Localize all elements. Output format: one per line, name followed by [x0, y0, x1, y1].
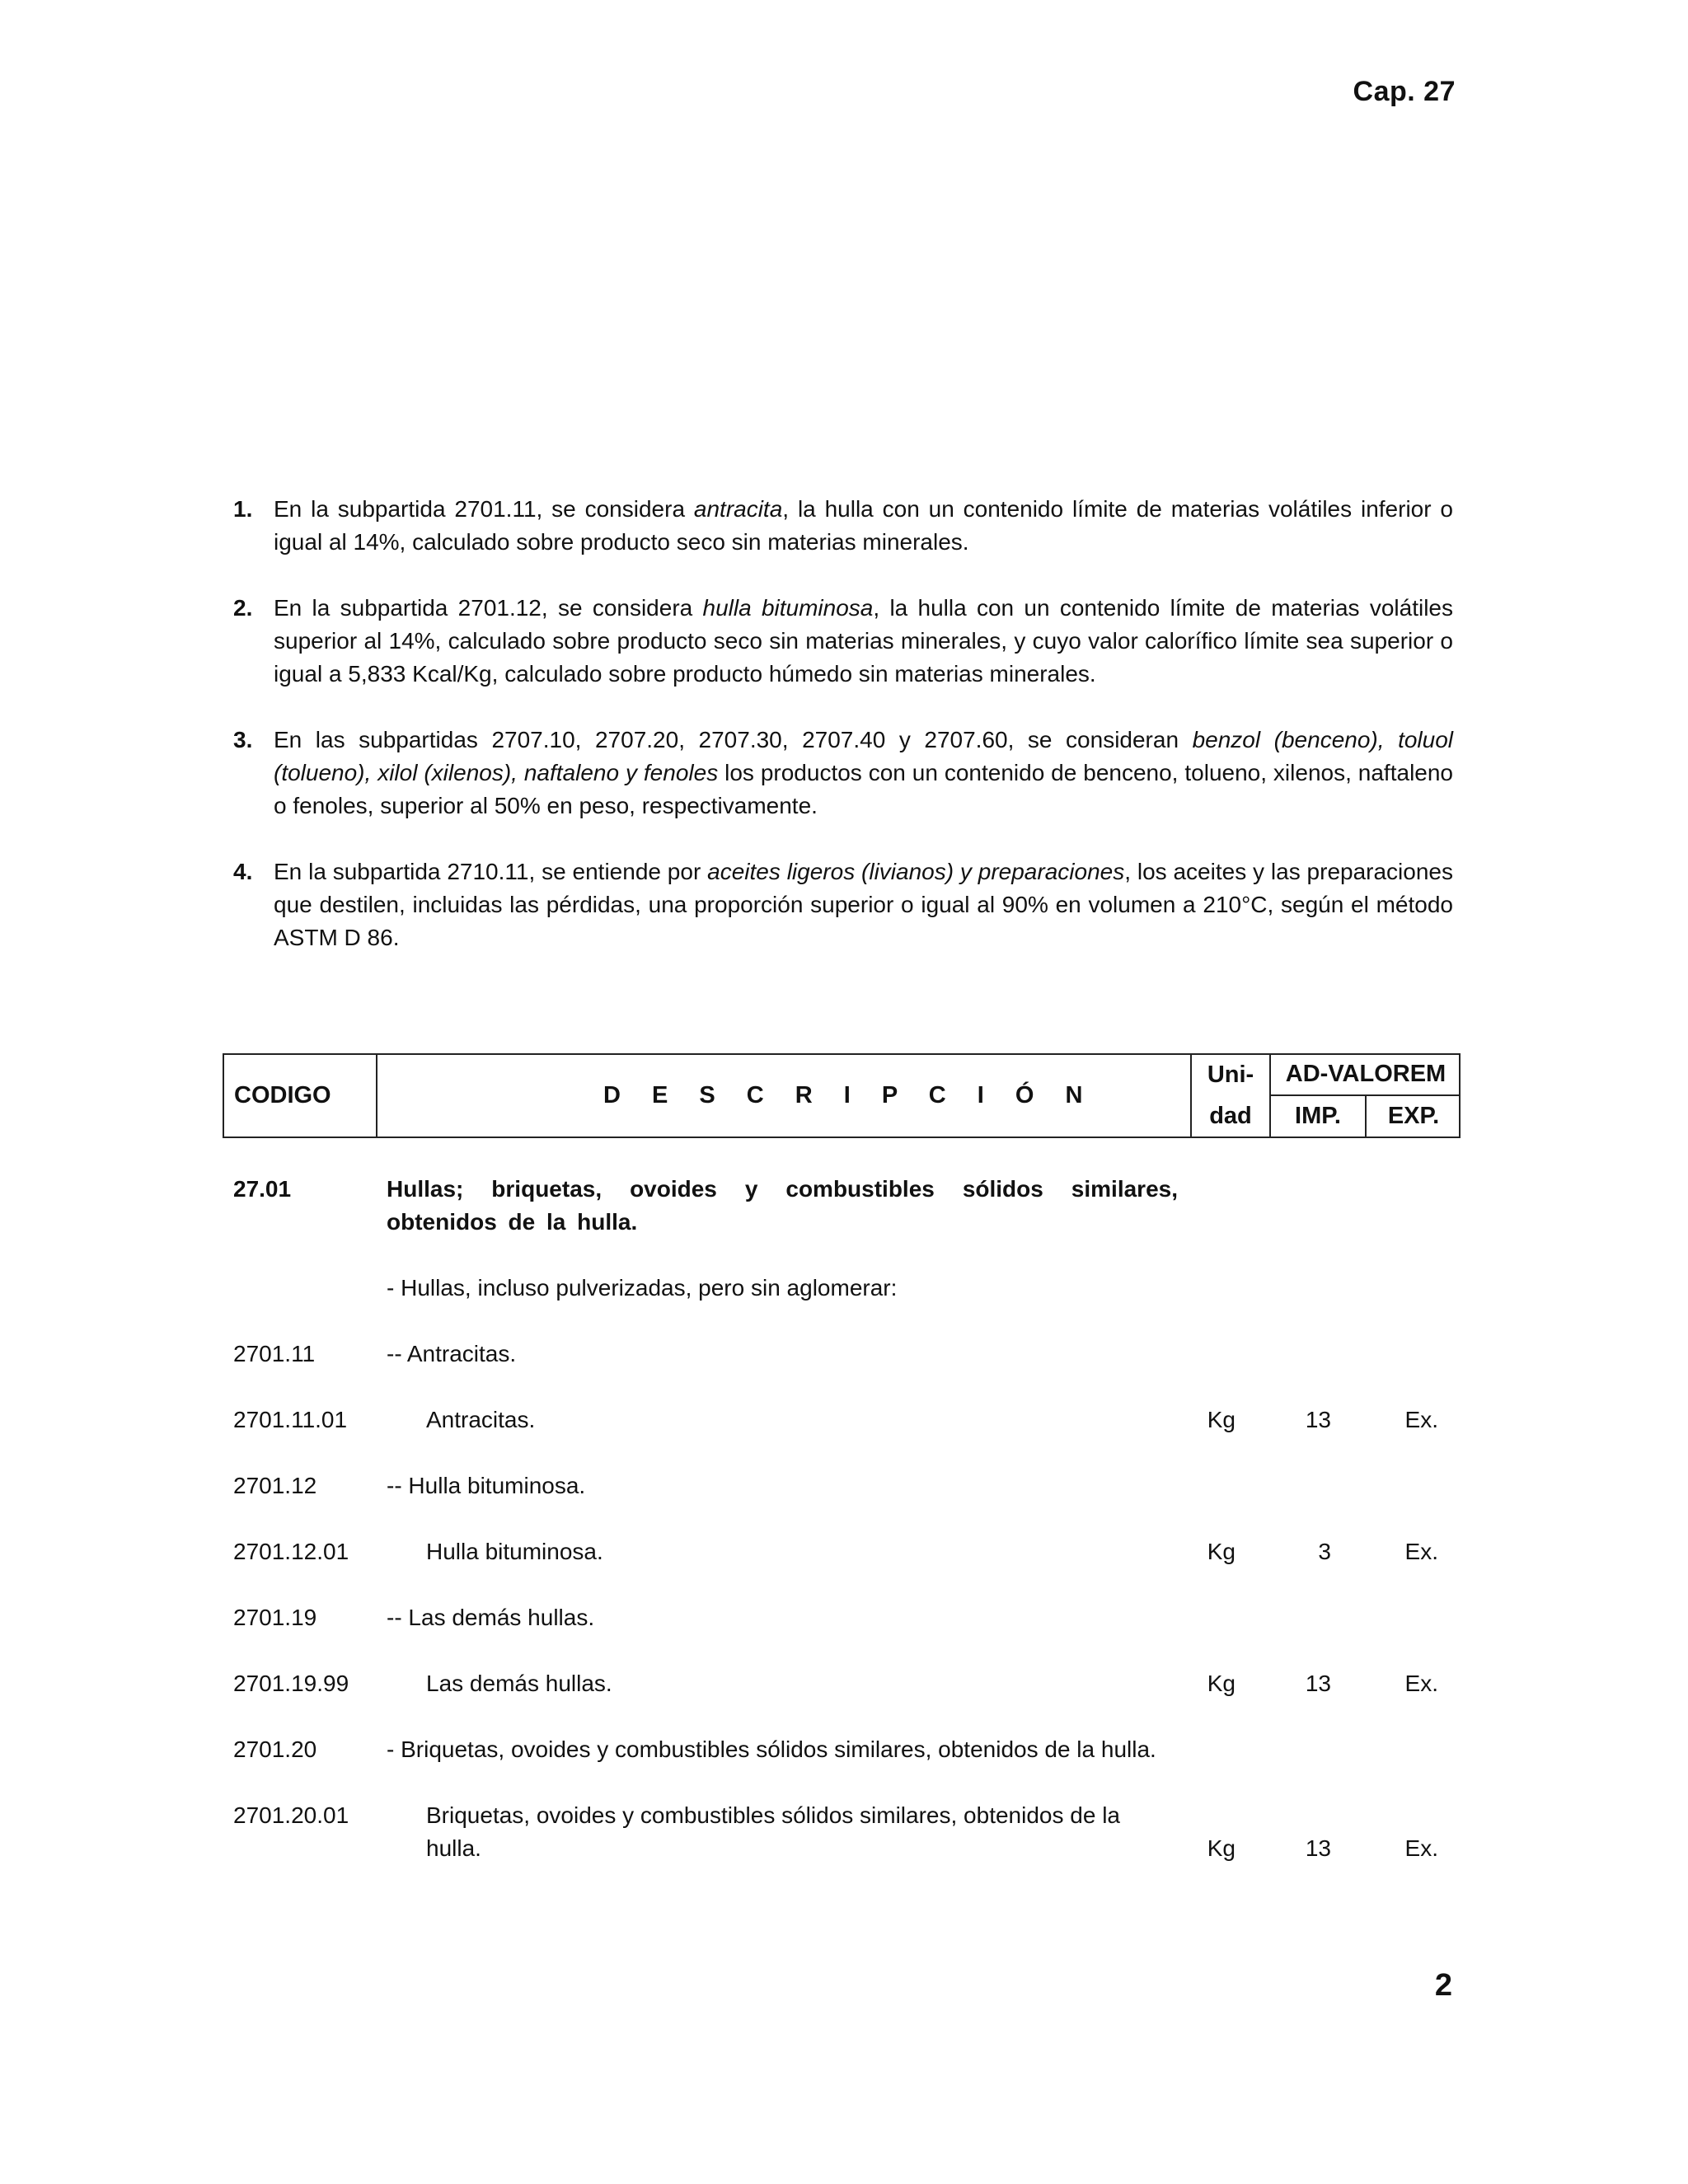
- row-unit: Kg: [1207, 1539, 1236, 1564]
- table-row: [233, 1469, 1453, 1502]
- table-row: [233, 1338, 1453, 1371]
- page-number: 2: [1434, 1968, 1452, 2003]
- header-exp: EXP.: [1365, 1096, 1461, 1137]
- row-description: Hulla bituminosa.: [426, 1539, 603, 1564]
- table-row: [233, 1535, 1453, 1568]
- header-code: CODIGO: [224, 1055, 377, 1137]
- row-code: 2701.11: [233, 1341, 316, 1366]
- note-3: [233, 724, 1453, 823]
- row-imp: 13: [1305, 1835, 1331, 1861]
- row-description: Antracitas.: [426, 1407, 536, 1432]
- row-exp: Ex.: [1404, 1407, 1438, 1432]
- row-code: 2701.19.99: [233, 1671, 349, 1696]
- row-code: 2701.20: [233, 1736, 317, 1762]
- row-description: -- Hulla bituminosa.: [387, 1473, 586, 1498]
- header-imp: IMP.: [1269, 1096, 1365, 1137]
- note-number: 2.: [233, 595, 253, 621]
- row-description: - Briquetas, ovoides y combustibles sólidos similares, obtenidos de la hulla.: [387, 1736, 1156, 1762]
- note-text: En las subpartidas 2707.10, 2707.20, 2707.30, 2707.40 y 2707.60, se consideran benzol (benceno), toluol (tolueno), xilol (xilenos), naftaleno y fenoles los productos con un contenido de benceno, tolueno, xilenos, naftaleno o fenoles, superior al 50% en peso, respectivamente.: [274, 727, 1454, 818]
- note-number: 1.: [233, 496, 253, 522]
- header-advalorem: AD-VALOREM: [1269, 1055, 1461, 1096]
- row-unit: Kg: [1207, 1671, 1236, 1696]
- row-imp: 3: [1318, 1539, 1331, 1564]
- table-row: [233, 1272, 1453, 1305]
- table-row: [233, 1404, 1453, 1436]
- table-row: [233, 1733, 1453, 1766]
- row-imp: 13: [1305, 1671, 1331, 1696]
- row-description: -- Las demás hullas.: [387, 1605, 595, 1630]
- table-row: [233, 1667, 1453, 1700]
- chapter-notes: [233, 493, 1453, 987]
- table-row: [233, 1799, 1453, 1865]
- note-4: [233, 855, 1453, 954]
- chapter-label: Cap. 27: [1353, 76, 1456, 107]
- row-description: Hullas; briquetas, ovoides y combustibles sólidos similares, obtenidos de la hulla.: [387, 1176, 1178, 1235]
- header-unit-top: Uni-: [1190, 1055, 1269, 1096]
- row-code: [233, 1272, 387, 1305]
- note-text: En la subpartida 2701.11, se considera antracita, la hulla con un contenido límite de materias volátiles inferior o igual al 14%, calculado sobre producto seco sin materias minerales.: [274, 496, 1453, 555]
- header-description: D E S C R I P C I Ó N: [603, 1082, 1095, 1108]
- table-row: [233, 1601, 1453, 1634]
- note-1: [233, 493, 1453, 559]
- header-unit-bottom: dad: [1190, 1096, 1269, 1137]
- row-code: 2701.11.01: [233, 1407, 348, 1432]
- row-code: 2701.20.01: [233, 1802, 349, 1828]
- row-unit: Kg: [1207, 1835, 1236, 1861]
- tariff-table-header: [223, 1053, 1461, 1138]
- row-code: 27.01: [233, 1176, 292, 1202]
- row-unit: Kg: [1207, 1407, 1236, 1432]
- note-number: 4.: [233, 859, 253, 884]
- row-imp: 13: [1305, 1407, 1331, 1432]
- row-code: 2701.12.01: [233, 1539, 349, 1564]
- row-exp: Ex.: [1404, 1671, 1438, 1696]
- row-code: 2701.12: [233, 1473, 317, 1498]
- note-2: [233, 592, 1453, 691]
- note-text: En la subpartida 2701.12, se considera hulla bituminosa, la hulla con un contenido límite de materias volátiles superior al 14%, calculado sobre producto seco sin materias minerales, y cuyo valor calorífico límite sea superior o igual a 5,833 Kcal/Kg, calculado sobre producto húmedo sin materias minerales.: [274, 595, 1454, 687]
- tariff-rows: [233, 1173, 1453, 1898]
- row-description: - Hullas, incluso pulverizadas, pero sin aglomerar:: [387, 1275, 898, 1301]
- note-number: 3.: [233, 727, 253, 752]
- row-description: -- Antracitas.: [387, 1341, 517, 1366]
- row-exp: Ex.: [1404, 1539, 1438, 1564]
- row-description: Briquetas, ovoides y combustibles sólidos similares, obtenidos de la hulla.: [426, 1802, 1120, 1861]
- row-code: 2701.19: [233, 1605, 317, 1630]
- row-description: Las demás hullas.: [426, 1671, 612, 1696]
- row-exp: Ex.: [1404, 1835, 1438, 1861]
- table-row: [233, 1173, 1453, 1239]
- note-text: En la subpartida 2710.11, se entiende por aceites ligeros (livianos) y preparaciones, los aceites y las preparaciones que destilen, incluidas las pérdidas, una proporción superior o igual al 90% en volumen a 210°C, según el método ASTM D 86.: [274, 859, 1453, 950]
